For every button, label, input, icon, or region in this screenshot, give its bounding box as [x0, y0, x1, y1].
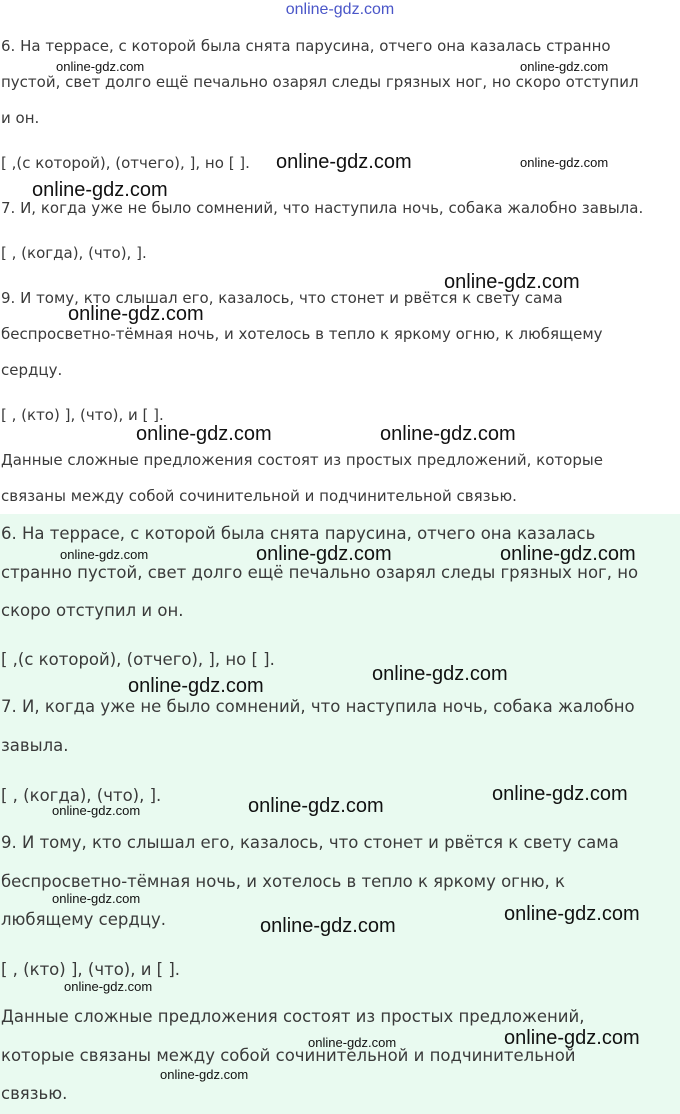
text-line: Данные сложные предложения состоят из простых предложений, которые — [1, 451, 603, 469]
watermark: online-gdz.com — [32, 179, 168, 201]
text-line: 6. На террасе, с которой была снята парусина, отчего она казалась странно — [1, 37, 611, 55]
watermark: online-gdz.com — [444, 271, 580, 293]
watermark: online-gdz.com — [136, 423, 272, 445]
watermark: online-gdz.com — [248, 795, 384, 817]
watermark: online-gdz.com — [504, 1027, 640, 1049]
text-line: [ , (кто) ], (что), и [ ]. — [1, 960, 181, 979]
watermark: online-gdz.com — [520, 59, 609, 74]
text-line: завыла. — [1, 736, 69, 755]
answer-plain — [0, 0, 680, 514]
text-line: 7. И, когда уже не было сомнений, что наступила ночь, собака жалобно — [1, 697, 635, 716]
site-watermark-header: online-gdz.com — [285, 1, 395, 18]
text-line: [ ,(с которой), (отчего), ], но [ ]. — [1, 154, 250, 172]
text-line: беспросветно-тёмная ночь, и хотелось в тепло к яркому огню, к — [1, 872, 565, 891]
text-line: [ , (когда), (что), ]. — [1, 244, 147, 262]
watermark: online-gdz.com — [500, 543, 636, 565]
watermark: online-gdz.com — [128, 675, 264, 697]
text-line: [ , (когда), (что), ]. — [1, 786, 162, 805]
watermark: online-gdz.com — [52, 891, 141, 906]
watermark: online-gdz.com — [520, 155, 609, 170]
text-line: любящему сердцу. — [1, 910, 167, 929]
text-line: странно пустой, свет долго ещё печально озарял следы грязных ног, но — [1, 563, 639, 582]
watermark: online-gdz.com — [56, 59, 145, 74]
watermark: online-gdz.com — [256, 543, 392, 565]
watermark: online-gdz.com — [492, 783, 628, 805]
text-line: связью. — [1, 1084, 68, 1103]
text-line: сердцу. — [1, 361, 63, 379]
text-line: беспросветно-тёмная ночь, и хотелось в тепло к яркому огню, к любящему — [1, 325, 603, 343]
watermark: online-gdz.com — [160, 1067, 249, 1082]
text-line: [ ,(с которой), (отчего), ], но [ ]. — [1, 650, 275, 669]
text-line: [ , (кто) ], (что), и [ ]. — [1, 406, 164, 424]
text-line: Данные сложные предложения состоят из простых предложений, — [1, 1007, 585, 1026]
watermark: online-gdz.com — [52, 803, 141, 818]
watermark: online-gdz.com — [308, 1035, 397, 1050]
watermark: online-gdz.com — [504, 903, 640, 925]
text-line: 7. И, когда уже не было сомнений, что наступила ночь, собака жалобно завыла. — [1, 199, 644, 217]
watermark: online-gdz.com — [260, 915, 396, 937]
watermark: online-gdz.com — [380, 423, 516, 445]
text-line: 9. И тому, кто слышал его, казалось, что стонет и рвётся к свету сама — [1, 833, 619, 852]
watermark: online-gdz.com — [276, 151, 412, 173]
text-line: 9. И тому, кто слышал его, казалось, что стонет и рвётся к свету сама — [1, 289, 563, 307]
text-line: скоро отступил и он. — [1, 601, 184, 620]
text-line: которые связаны между собой сочинительной и подчинительной — [1, 1046, 576, 1065]
watermark: online-gdz.com — [60, 547, 149, 562]
text-line: пустой, свет долго ещё печально озарял следы грязных ног, но скоро отступил — [1, 73, 639, 91]
text-line: связаны между собой сочинительной и подчинительной связью. — [1, 487, 517, 505]
watermark: online-gdz.com — [64, 979, 153, 994]
text-line: и он. — [1, 109, 40, 127]
watermark: online-gdz.com — [372, 663, 508, 685]
watermark: online-gdz.com — [68, 303, 204, 325]
text-line: 6. На террасе, с которой была снята парусина, отчего она казалась — [1, 524, 596, 543]
